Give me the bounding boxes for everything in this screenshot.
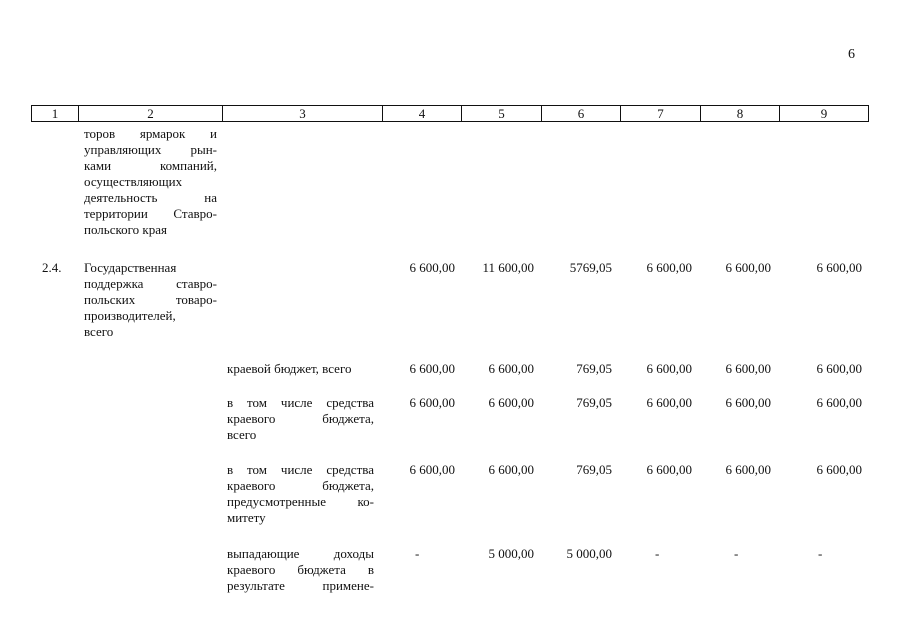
value-cell: 769,05 bbox=[576, 462, 612, 477]
header-cell: 1 bbox=[32, 106, 79, 121]
value-cell: 6 600,00 bbox=[409, 462, 455, 477]
value-cell: - bbox=[655, 546, 660, 561]
value-cell: - bbox=[734, 546, 739, 561]
description-line: производителей, bbox=[84, 308, 176, 323]
value-cell: 5769,05 bbox=[569, 260, 612, 275]
header-cell: 3 bbox=[223, 106, 383, 121]
description-line: краевого бюджета, bbox=[227, 478, 374, 493]
header-cell: 8 bbox=[701, 106, 780, 121]
header-cell: 6 bbox=[542, 106, 621, 121]
description-line: результате примене- bbox=[227, 578, 374, 593]
description-line: краевого бюджета в bbox=[227, 562, 374, 577]
description-line: в том числе средства bbox=[227, 462, 374, 477]
value-cell: 6 600,00 bbox=[409, 395, 455, 410]
value-cell: 6 600,00 bbox=[646, 361, 692, 376]
header-cell: 5 bbox=[462, 106, 542, 121]
description-line: в том числе средства bbox=[227, 395, 374, 410]
value-cell: 6 600,00 bbox=[409, 260, 455, 275]
header-cell: 7 bbox=[621, 106, 701, 121]
description-line: Государственная bbox=[84, 260, 177, 275]
description-line: поддержка ставро- bbox=[84, 276, 217, 291]
value-cell: 5 000,00 bbox=[566, 546, 612, 561]
header-cell: 2 bbox=[79, 106, 223, 121]
value-cell: 6 600,00 bbox=[646, 395, 692, 410]
value-cell: 11 600,00 bbox=[482, 260, 534, 275]
value-cell: 6 600,00 bbox=[488, 462, 534, 477]
value-cell: 6 600,00 bbox=[816, 260, 862, 275]
description-line: выпадающие доходы bbox=[227, 546, 374, 561]
description-line: осуществляющих bbox=[84, 174, 183, 189]
value-cell: - bbox=[818, 546, 823, 561]
value-cell: 6 600,00 bbox=[488, 395, 534, 410]
value-cell: 6 600,00 bbox=[646, 260, 692, 275]
description-line: деятельность на bbox=[84, 190, 217, 205]
description-line: ками компаний, bbox=[84, 158, 217, 173]
header-cell: 9 bbox=[820, 106, 828, 121]
description-line: территории Ставро- bbox=[84, 206, 217, 221]
value-cell: 769,05 bbox=[576, 395, 612, 410]
description-line: управляющих рын- bbox=[84, 142, 217, 157]
description-line: польских товаро- bbox=[84, 292, 217, 307]
description-line: краевого бюджета, bbox=[227, 411, 374, 426]
description-line: предусмотренные ко- bbox=[227, 494, 374, 509]
value-cell: 6 600,00 bbox=[725, 395, 771, 410]
value-cell: 6 600,00 bbox=[725, 260, 771, 275]
value-cell: 6 600,00 bbox=[646, 462, 692, 477]
description-line: торов ярмарок и bbox=[84, 126, 217, 141]
page-number: 6 bbox=[848, 47, 855, 62]
value-cell: - bbox=[415, 546, 420, 561]
table-header-row bbox=[31, 105, 869, 122]
value-cell: 6 600,00 bbox=[816, 395, 862, 410]
header-cell: 4 bbox=[383, 106, 462, 121]
value-cell: 6 600,00 bbox=[488, 361, 534, 376]
value-cell: 769,05 bbox=[576, 361, 612, 376]
value-cell: 6 600,00 bbox=[409, 361, 455, 376]
value-cell: 5 000,00 bbox=[488, 546, 534, 561]
description-line: всего bbox=[84, 324, 114, 339]
value-cell: 6 600,00 bbox=[816, 361, 862, 376]
description-line: краевой бюджет, всего bbox=[227, 361, 352, 376]
value-cell: 6 600,00 bbox=[725, 462, 771, 477]
row-number: 2.4. bbox=[42, 260, 62, 275]
description-line: польского края bbox=[84, 222, 167, 237]
description-line: всего bbox=[227, 427, 257, 442]
value-cell: 6 600,00 bbox=[725, 361, 771, 376]
description-line: митету bbox=[227, 510, 266, 525]
value-cell: 6 600,00 bbox=[816, 462, 862, 477]
